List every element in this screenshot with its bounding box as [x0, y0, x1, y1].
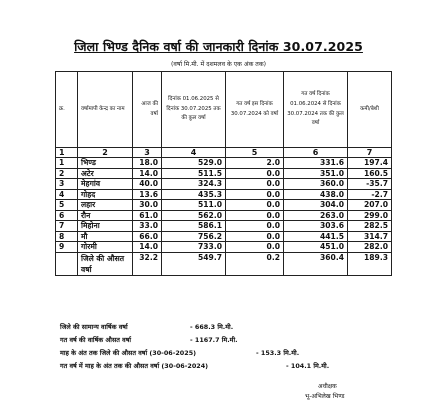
cell-diff: 299.0	[348, 210, 392, 221]
page-subtitle: (वर्षा मि.मी. में दशमलव के एक अंक तक)	[171, 61, 266, 68]
summary-value: - 104.1 मि.मी.	[286, 362, 330, 370]
average-diff: 189.3	[348, 252, 392, 275]
column-number: 4	[162, 148, 226, 158]
cell-season-2025: 435.3	[162, 189, 226, 200]
signature-designation: अधीक्षक	[318, 383, 337, 390]
table-row	[56, 189, 392, 200]
column-number: 6	[284, 148, 348, 158]
table-row	[56, 221, 392, 232]
cell-last-year-day: 0.0	[226, 210, 284, 221]
cell-diff: -2.7	[348, 189, 392, 200]
cell-sno: 2	[56, 168, 78, 179]
table-row	[56, 242, 392, 253]
cell-station: मौ	[78, 231, 133, 242]
cell-season-2025: 756.2	[162, 231, 226, 242]
header-season-2024: गत वर्ष दिनांक 01.06.2024 से दिनांक 30.07.2024 तक की कुल वर्षा	[284, 72, 348, 148]
cell-sno: 5	[56, 200, 78, 211]
average-label: जिले की औसत वर्षा	[78, 252, 133, 275]
cell-station: गोहद	[78, 189, 133, 200]
column-number: 3	[133, 148, 162, 158]
header-today: आज की वर्षा	[133, 72, 162, 148]
cell-station: अटेर	[78, 168, 133, 179]
cell-season-2024: 304.0	[284, 200, 348, 211]
cell-diff: 282.5	[348, 221, 392, 232]
cell-season-2025: 324.3	[162, 179, 226, 190]
header-diff: कमी/बेशी	[348, 72, 392, 148]
cell-diff: 314.7	[348, 231, 392, 242]
summary-value: - 153.3 मि.मी.	[256, 349, 300, 357]
cell-station: गोरमी	[78, 242, 133, 253]
cell-diff: 197.4	[348, 158, 392, 169]
cell-station: भिण्ड	[78, 158, 133, 169]
summary-value: - 668.3 मि.मी.	[190, 323, 234, 331]
cell-season-2025: 733.0	[162, 242, 226, 253]
summary-line	[60, 335, 238, 344]
cell-season-2025: 562.0	[162, 210, 226, 221]
cell-season-2024: 438.0	[284, 189, 348, 200]
cell-last-year-day: 0.0	[226, 200, 284, 211]
summary-value: - 1167.7 मि.मी.	[190, 336, 238, 344]
cell-sno: 7	[56, 221, 78, 232]
cell-sno: 1	[56, 158, 78, 169]
cell-sno: 4	[56, 189, 78, 200]
rainfall-table	[55, 71, 392, 276]
cell-diff: 207.0	[348, 200, 392, 211]
cell-today: 40.0	[133, 179, 162, 190]
cell-empty	[56, 252, 78, 275]
average-last-year-day: 0.2	[226, 252, 284, 275]
cell-season-2024: 441.5	[284, 231, 348, 242]
cell-station: मेहगांव	[78, 179, 133, 190]
summary-line	[60, 348, 300, 357]
table-row	[56, 179, 392, 190]
summary-label: गत वर्ष की वार्षिक औसत वर्षा	[60, 336, 132, 344]
cell-today: 66.0	[133, 231, 162, 242]
cell-season-2024: 351.0	[284, 168, 348, 179]
signature-name: भू-अभिलेख भिण्ड	[305, 393, 345, 400]
average-row	[56, 252, 392, 275]
cell-diff: -35.7	[348, 179, 392, 190]
cell-last-year-day: 0.0	[226, 231, 284, 242]
header-season-2025: दिनांक 01.06.2025 से दिनांक 30.07.2025 तक की कुल वर्षा	[162, 72, 226, 148]
header-last-year-day: गत वर्ष इस दिनांक 30.07.2024 को वर्षा	[226, 72, 284, 148]
summary-label: माह के अंत तक जिले की औसत वर्षा (30-06-2025)	[60, 349, 197, 357]
cell-season-2025: 529.0	[162, 158, 226, 169]
cell-diff: 160.5	[348, 168, 392, 179]
column-number: 7	[348, 148, 392, 158]
cell-sno: 8	[56, 231, 78, 242]
table-row	[56, 158, 392, 169]
column-number: 2	[78, 148, 133, 158]
cell-today: 33.0	[133, 221, 162, 232]
table-row	[56, 210, 392, 221]
table-row	[56, 231, 392, 242]
cell-station: मिहोना	[78, 221, 133, 232]
cell-last-year-day: 0.0	[226, 221, 284, 232]
summary-line	[60, 361, 330, 370]
cell-today: 18.0	[133, 158, 162, 169]
cell-station: लहार	[78, 200, 133, 211]
table-row	[56, 168, 392, 179]
cell-last-year-day: 0.0	[226, 242, 284, 253]
summary-label: गत वर्ष में माह के अंत तक की औसत वर्षा (30-06-2024)	[60, 362, 209, 370]
cell-season-2025: 511.5	[162, 168, 226, 179]
header-sno: क्र.	[56, 72, 78, 148]
cell-season-2024: 331.6	[284, 158, 348, 169]
cell-season-2024: 451.0	[284, 242, 348, 253]
average-season-2024: 360.4	[284, 252, 348, 275]
cell-season-2025: 511.0	[162, 200, 226, 211]
cell-station: रौन	[78, 210, 133, 221]
header-station: वर्षामापी केन्द्र का नाम	[78, 72, 133, 148]
table-row	[56, 200, 392, 211]
average-today: 32.2	[133, 252, 162, 275]
column-number: 5	[226, 148, 284, 158]
cell-season-2025: 586.1	[162, 221, 226, 232]
cell-diff: 282.0	[348, 242, 392, 253]
cell-sno: 3	[56, 179, 78, 190]
cell-sno: 6	[56, 210, 78, 221]
cell-today: 13.6	[133, 189, 162, 200]
column-number-row	[56, 148, 392, 158]
cell-season-2024: 263.0	[284, 210, 348, 221]
page-title: जिला भिण्ड दैनिक वर्षा की जानकारी दिनांक 30.07.2025	[74, 39, 363, 54]
cell-season-2024: 360.0	[284, 179, 348, 190]
cell-today: 61.0	[133, 210, 162, 221]
table-header-row	[56, 72, 392, 148]
cell-last-year-day: 2.0	[226, 158, 284, 169]
cell-today: 30.0	[133, 200, 162, 211]
summary-label: जिले की सामान्य वार्षिक वर्षा	[60, 323, 128, 331]
cell-last-year-day: 0.0	[226, 189, 284, 200]
cell-last-year-day: 0.0	[226, 168, 284, 179]
cell-today: 14.0	[133, 242, 162, 253]
cell-season-2024: 303.6	[284, 221, 348, 232]
average-season-2025: 549.7	[162, 252, 226, 275]
column-number: 1	[56, 148, 78, 158]
cell-sno: 9	[56, 242, 78, 253]
summary-line	[60, 322, 234, 331]
cell-today: 14.0	[133, 168, 162, 179]
cell-last-year-day: 0.0	[226, 179, 284, 190]
